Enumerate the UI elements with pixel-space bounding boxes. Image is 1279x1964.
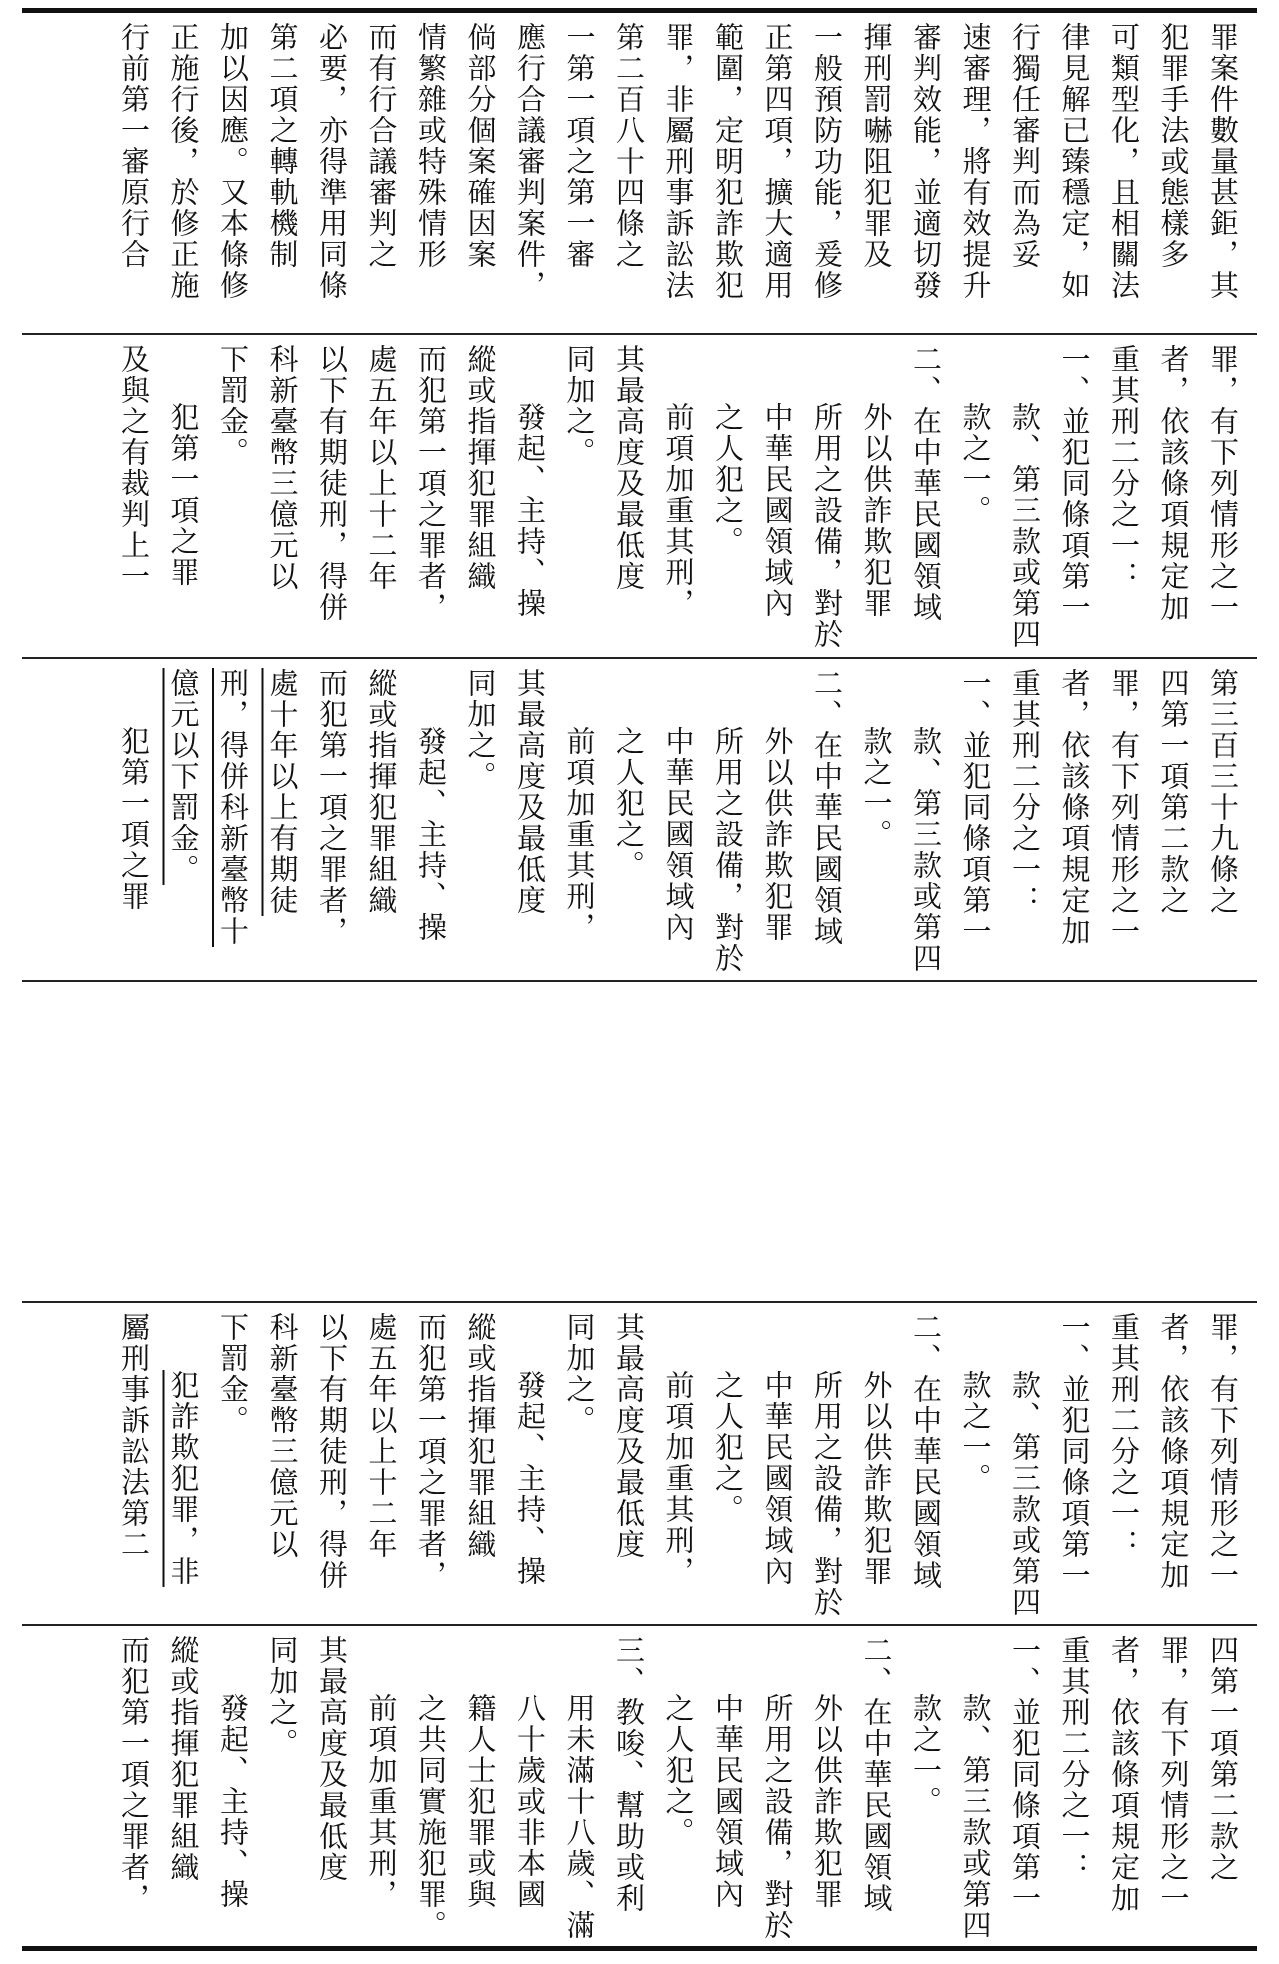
text-line: 重其刑二分之一：	[1107, 1312, 1141, 1560]
text-line: 而犯第一項之罪者，	[414, 1312, 448, 1591]
text-line: 四第一項第二款之	[1206, 1635, 1240, 1883]
text-line: 外以供詐欺犯罪	[810, 1693, 844, 1910]
text-line: 而犯第一項之罪者，	[315, 668, 349, 947]
column-draft-provision	[22, 1306, 1257, 1621]
text-line: 者，依該條項規定加	[1156, 344, 1191, 623]
column-current-provision	[22, 338, 1257, 654]
text-line: 外以供詐欺犯罪	[859, 1370, 894, 1587]
text-line: 其最高度及最低度	[612, 1312, 646, 1560]
vertical-text-block	[22, 1306, 1257, 1621]
text-line: 縱或指揮犯罪組織	[364, 668, 399, 916]
vertical-text-block	[22, 16, 1257, 330]
text-line: 四第一項第二款之	[1156, 668, 1191, 916]
text-line: 而有行合議審判之	[364, 22, 399, 270]
text-line: 用未滿十八歲、滿	[562, 1693, 597, 1941]
text-line: 正第四項，擴大適用	[760, 22, 795, 301]
text-line: 處五年以上十二年	[364, 1312, 399, 1560]
text-line: 應行合議審判案件，	[513, 22, 547, 301]
text-line: 發起、主持、操	[216, 1693, 250, 1910]
text-line: 之共同實施犯罪。	[414, 1693, 448, 1941]
text-line: 中華民國領域內	[711, 1693, 745, 1910]
text-line: 款之一。	[909, 1693, 943, 1817]
text-line: 而犯第一項之罪者，	[117, 1635, 151, 1914]
text-line: 處五年以上十二年	[364, 344, 399, 592]
column-divider	[22, 657, 1257, 659]
text-line: 二、在中華民國領域	[909, 344, 943, 623]
text-line: 縱或指揮犯罪組織	[463, 1312, 498, 1560]
text-line: 款、第三款或第四	[1008, 1370, 1042, 1618]
text-line: 犯第一項之罪	[166, 402, 201, 588]
text-line: 前項加重其刑，	[661, 402, 696, 619]
text-line: 籍人士犯罪或與	[463, 1693, 498, 1910]
text-line: 之人犯之。	[711, 402, 745, 557]
column-blank	[22, 985, 1257, 1298]
text-line: 三、教唆、幫助或利	[612, 1635, 646, 1914]
text-line: 以下有期徒刑，得併	[315, 1312, 349, 1591]
text-line: 二、在中華民國領域	[859, 1635, 894, 1914]
text-line: 款之一。	[958, 402, 993, 526]
text-line: 重其刑二分之一：	[1107, 344, 1141, 592]
text-line: 所用之設備，對於	[711, 726, 745, 974]
text-line: 審判效能，並適切發	[909, 22, 943, 301]
text-line: 同加之。	[265, 1635, 300, 1759]
text-line: 必要，亦得準用同條	[315, 22, 349, 301]
text-line: 及與之有裁判上一	[117, 344, 151, 592]
text-line: 中華民國領域內	[760, 1370, 795, 1587]
column-proposal-provision	[22, 1629, 1257, 1943]
column-divider	[22, 1624, 1257, 1626]
bottom-rule	[22, 1946, 1257, 1951]
text-line: 縱或指揮犯罪組織	[166, 1635, 201, 1883]
text-line: 同加之。	[463, 668, 498, 792]
text-line: 第三百三十九條之	[1206, 668, 1240, 916]
text-line: 重其刑二分之一：	[1008, 668, 1042, 916]
text-line: 中華民國領域內	[661, 726, 696, 943]
text-line: 罪，有下列情形之一	[1206, 1312, 1240, 1591]
column-amended-provision	[22, 662, 1257, 977]
text-line: 倘部分個案確因案	[463, 22, 498, 270]
text-line: 情繁雜或特殊情形	[414, 22, 448, 270]
column-divider	[22, 1301, 1257, 1303]
text-line: 所用之設備，對於	[760, 1693, 795, 1941]
text-line-underlined: 刑，得併科新臺幣十	[216, 668, 250, 947]
top-rule	[22, 8, 1257, 13]
text-line-underlined: 億元以下罰金。	[166, 668, 201, 885]
column-divider	[22, 333, 1257, 335]
text-line: 一、並犯同條項第一	[1008, 1635, 1042, 1914]
text-line: 發起、主持、操	[513, 402, 547, 619]
text-line: 款、第三款或第四	[909, 726, 943, 974]
text-line: 前項加重其刑，	[364, 1693, 399, 1910]
text-line: 罪，非屬刑事訴訟法	[661, 22, 696, 301]
text-line: 一般預防功能，爰修	[810, 22, 844, 301]
text-line-underlined: 處十年以上有期徒	[265, 668, 300, 916]
text-line: 可類型化，且相關法	[1107, 22, 1141, 301]
text-line: 縱或指揮犯罪組織	[463, 344, 498, 592]
text-line: 範圍，定明犯詐欺犯	[711, 22, 745, 301]
text-line: 罪，有下列情形之一	[1107, 668, 1141, 947]
text-line: 同加之。	[562, 344, 597, 468]
text-line: 發起、主持、操	[513, 1370, 547, 1587]
text-line: 之人犯之。	[711, 1370, 745, 1525]
text-line: 款、第三款或第四	[1008, 402, 1042, 650]
text-line: 第二百八十四條之	[612, 22, 646, 270]
text-line: 揮刑罰嚇阻犯罪及	[859, 22, 894, 270]
text-line: 重其刑二分之一：	[1057, 1635, 1092, 1883]
text-line: 其最高度及最低度	[513, 668, 547, 916]
text-line: 行前第一審原行合	[117, 22, 151, 270]
text-line: 發起、主持、操	[414, 726, 448, 943]
text-line: 二、在中華民國領域	[810, 668, 844, 947]
text-line: 八十歲或非本國	[513, 1693, 547, 1910]
text-line: 一、並犯同條項第一	[958, 668, 993, 947]
text-line: 罪，有下列情形之一	[1156, 1635, 1191, 1914]
text-line: 款之一。	[859, 726, 894, 850]
text-line: 行獨任審判而為妥	[1008, 22, 1042, 270]
text-line: 加以因應。又本條修	[216, 22, 250, 301]
text-line: 犯罪手法或態樣多	[1156, 22, 1191, 270]
text-line: 一第一項之第一審	[562, 22, 597, 270]
text-line: 科新臺幣三億元以	[265, 1312, 300, 1560]
text-line: 同加之。	[562, 1312, 597, 1436]
text-line: 科新臺幣三億元以	[265, 344, 300, 592]
column-explanation	[22, 16, 1257, 330]
text-line: 律見解已臻穩定，如	[1057, 22, 1092, 301]
text-line: 罪，有下列情形之一	[1206, 344, 1240, 623]
text-line: 而犯第一項之罪者，	[414, 344, 448, 623]
vertical-text-block	[22, 1629, 1257, 1943]
text-line: 之人犯之。	[661, 1693, 696, 1848]
text-line: 一、並犯同條項第一	[1057, 1312, 1092, 1591]
text-line: 之人犯之。	[612, 726, 646, 881]
column-divider	[22, 980, 1257, 982]
text-line: 一、並犯同條項第一	[1057, 344, 1092, 623]
text-line: 者，依該條項規定加	[1107, 1635, 1141, 1914]
text-line: 速審理，將有效提升	[958, 22, 993, 301]
text-line: 所用之設備，對於	[810, 1370, 844, 1618]
text-line: 正施行後，於修正施	[166, 22, 201, 301]
text-line: 外以供詐欺犯罪	[859, 402, 894, 619]
text-line: 以下有期徒刑，得併	[315, 344, 349, 623]
text-line: 者，依該條項規定加	[1057, 668, 1092, 947]
text-line: 所用之設備，對於	[810, 402, 844, 650]
text-line: 罪案件數量甚鉅，其	[1206, 22, 1240, 301]
text-line: 款之一。	[958, 1370, 993, 1494]
vertical-text-block	[22, 662, 1257, 977]
text-line: 下罰金。	[216, 1312, 250, 1436]
vertical-text-block	[22, 338, 1257, 654]
text-line: 其最高度及最低度	[612, 344, 646, 592]
text-line: 者，依該條項規定加	[1156, 1312, 1191, 1591]
text-line: 前項加重其刑，	[562, 726, 597, 943]
text-line-underlined: 犯詐欺犯罪，非	[166, 1370, 201, 1587]
text-line: 款、第三款或第四	[958, 1693, 993, 1941]
text-line: 中華民國領域內	[760, 402, 795, 619]
text-line: 犯第一項之罪	[117, 726, 151, 912]
text-line: 下罰金。	[216, 344, 250, 468]
text-line: 前項加重其刑，	[661, 1370, 696, 1587]
text-line: 二、在中華民國領域	[909, 1312, 943, 1591]
text-line: 外以供詐欺犯罪	[760, 726, 795, 943]
text-line: 屬刑事訴訟法第二	[117, 1312, 151, 1560]
text-line: 其最高度及最低度	[315, 1635, 349, 1883]
text-line: 第二項之轉軌機制	[265, 22, 300, 270]
